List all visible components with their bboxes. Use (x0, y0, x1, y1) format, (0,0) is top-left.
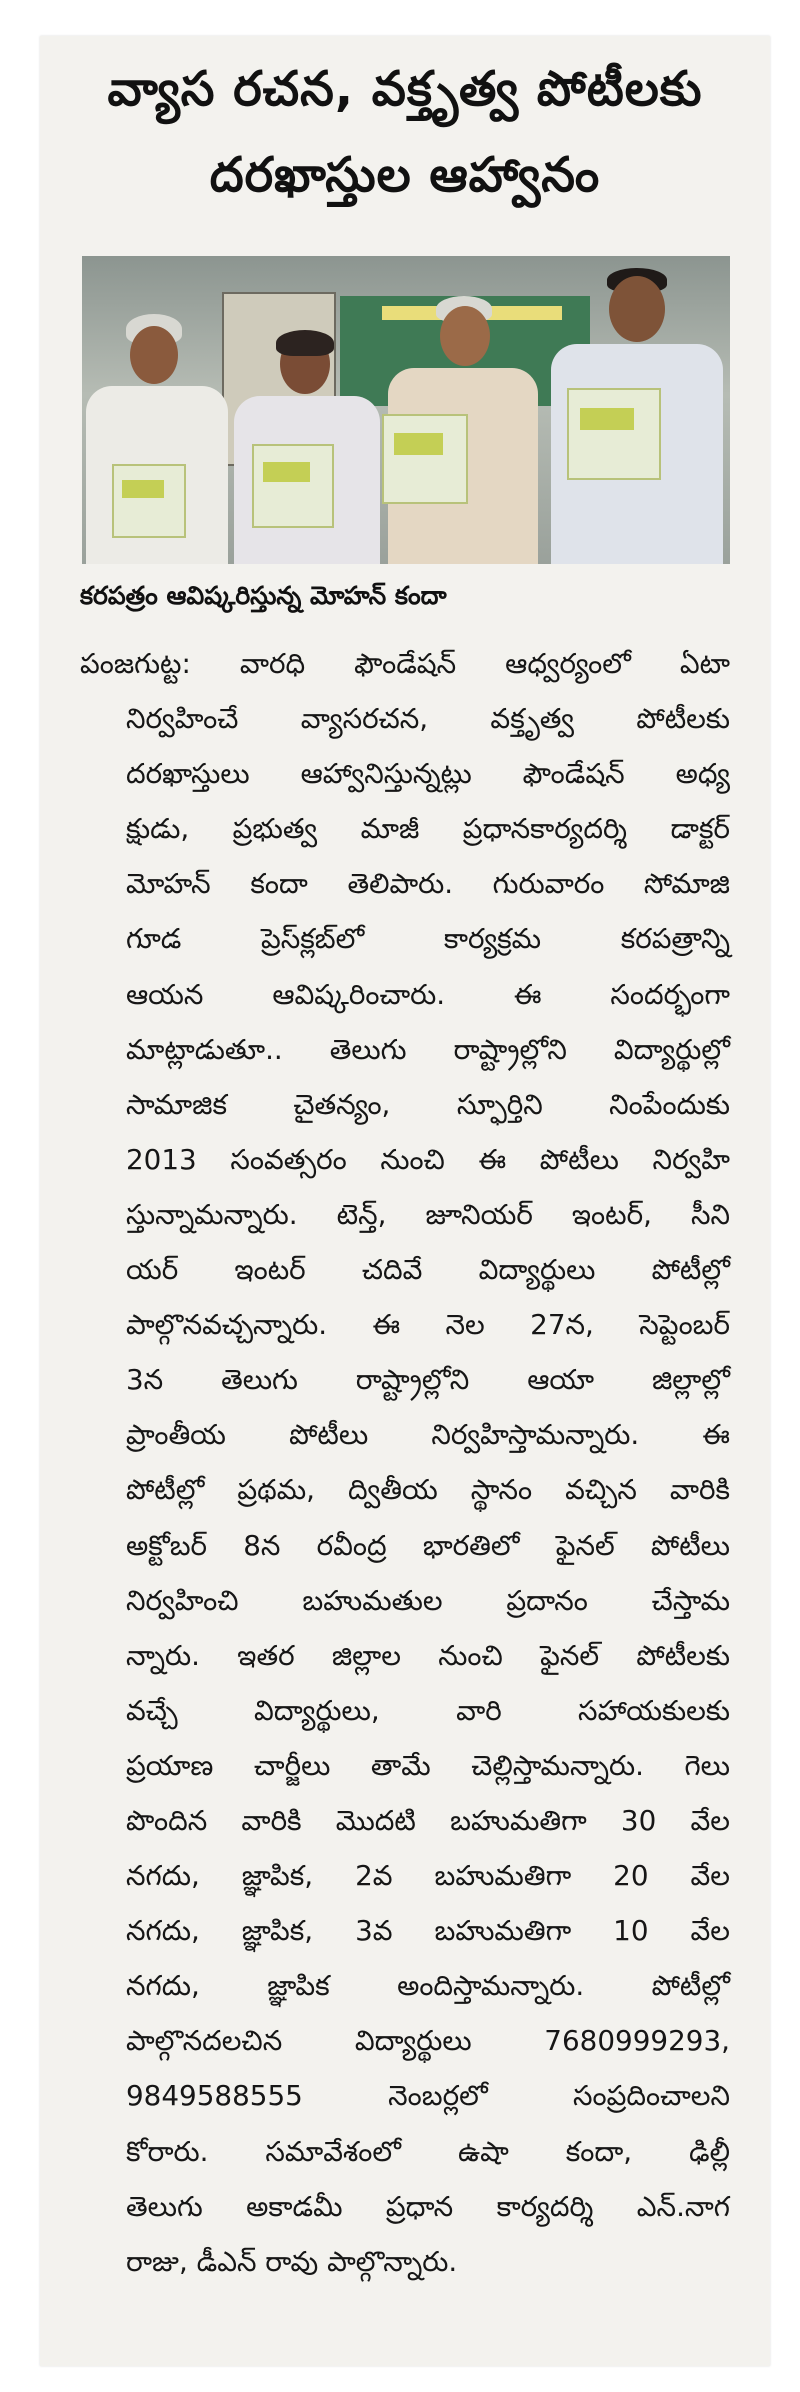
article-line: తెలుగు అకాడమీ ప్రధాన కార్యదర్శి ఎన్.నాగ (126, 2189, 730, 2223)
article-line: యర్ ఇంటర్ చదివే విద్యార్థులు పోటీల్లో (126, 1253, 730, 1287)
headline (80, 36, 730, 218)
headline-line-2: దరఖాస్తుల ఆహ్వానం (209, 147, 601, 203)
article-line: 3న తెలుగు రాష్ట్రాల్లోని ఆయా జిల్లాల్లో (126, 1363, 730, 1397)
photo-person-1 (82, 314, 232, 564)
article-line: నిర్వహించి బహుమతుల ప్రదానం చేస్తామ (126, 1583, 730, 1617)
article-line: నగదు, జ్ఞాపిక అందిస్తామన్నారు. పోటీల్లో (126, 1969, 730, 2003)
article-line: ప్రాంతీయ పోటీలు నిర్వహిస్తామన్నారు. ఈ (126, 1418, 730, 1452)
article-line: గూడ ప్రెస్‌క్లబ్‌లో కార్యక్రమ కరపత్రాన్ని (126, 922, 730, 956)
article-line: ఆయన ఆవిష్కరించారు. ఈ సందర్భంగా (126, 977, 730, 1011)
article-line: స్తున్నామన్నారు. టెన్త్, జూనియర్ ఇంటర్, సీని (126, 1197, 730, 1231)
article-line: పాల్గొనదలచిన విద్యార్థులు 7680999293, (126, 2024, 730, 2058)
article-line: పోటీల్లో ప్రథమ, ద్వితీయ స్థానం వచ్చిన వారికి (126, 1473, 730, 1507)
article-line: 9849588555 నెంబర్లలో సంప్రదించాలని (126, 2079, 730, 2113)
article-line: మోహన్ కందా తెలిపారు. గురువారం సోమాజి (126, 867, 730, 901)
photo-person-4 (547, 268, 727, 564)
photo-person-3 (382, 294, 542, 564)
article-line: వచ్చే విద్యార్థులు, వారి సహాయకులకు (126, 1693, 730, 1727)
article-line: అక్టోబర్ 8న రవీంద్ర భారతిలో ఫైనల్ పోటీలు (126, 1528, 730, 1562)
photo-person-2 (232, 334, 382, 564)
article-body (80, 636, 730, 2289)
article-line: నగదు, జ్ఞాపిక, 2వ బహుమతిగా 20 వేల (126, 1859, 730, 1893)
headline-line-1: వ్యాస రచన, వక్తృత్వ పోటీలకు (107, 61, 703, 117)
article-line: రాజు, డీఎన్ రావు పాల్గొన్నారు. (126, 2244, 458, 2278)
article-line: నగదు, జ్ఞాపిక, 3వ బహుమతిగా 10 వేల (126, 1914, 730, 1948)
article-line: ప్రయాణ చార్జీలు తామే చెల్లిస్తామన్నారు. గెలు (126, 1748, 730, 1782)
news-photo (82, 256, 730, 564)
article-line: క్షుడు, ప్రభుత్వ మాజీ ప్రధానకార్యదర్శి డాక్టర్ (126, 812, 730, 846)
photo-caption: కరపత్రం ఆవిష్కరిస్తున్న మోహన్ కందా (80, 581, 447, 610)
article-line: నిర్వహించే వ్యాసరచన, వక్తృత్వ పోటీలకు (126, 702, 730, 736)
article-line: పొందిన వారికి మొదటి బహుమతిగా 30 వేల (126, 1803, 730, 1837)
article-line: న్నారు. ఇతర జిల్లాల నుంచి ఫైనల్ పోటీలకు (126, 1638, 730, 1672)
article-line: పంజగుట్ట: వారధి ఫౌండేషన్ ఆధ్వర్యంలో ఏటా (80, 647, 730, 680)
article-line: మాట్లాడుతూ.. తెలుగు రాష్ట్రాల్లోని విద్యార్థుల్లో (126, 1032, 730, 1066)
article-line: పాల్గొనవచ్చన్నారు. ఈ నెల 27న, సెప్టెంబర్ (126, 1308, 730, 1342)
article-line: కోరారు. సమావేశంలో ఉషా కందా, ఢిల్లీ (126, 2134, 730, 2168)
article-line: దరఖాస్తులు ఆహ్వానిస్తున్నట్లు ఫౌండేషన్ అధ్య (126, 757, 730, 791)
newspaper-clipping (40, 36, 770, 2366)
article-line: 2013 సంవత్సరం నుంచి ఈ పోటీలు నిర్వహి (126, 1142, 730, 1176)
article-line: సామాజిక చైతన్యం, స్ఫూర్తిని నింపేందుకు (126, 1087, 730, 1121)
